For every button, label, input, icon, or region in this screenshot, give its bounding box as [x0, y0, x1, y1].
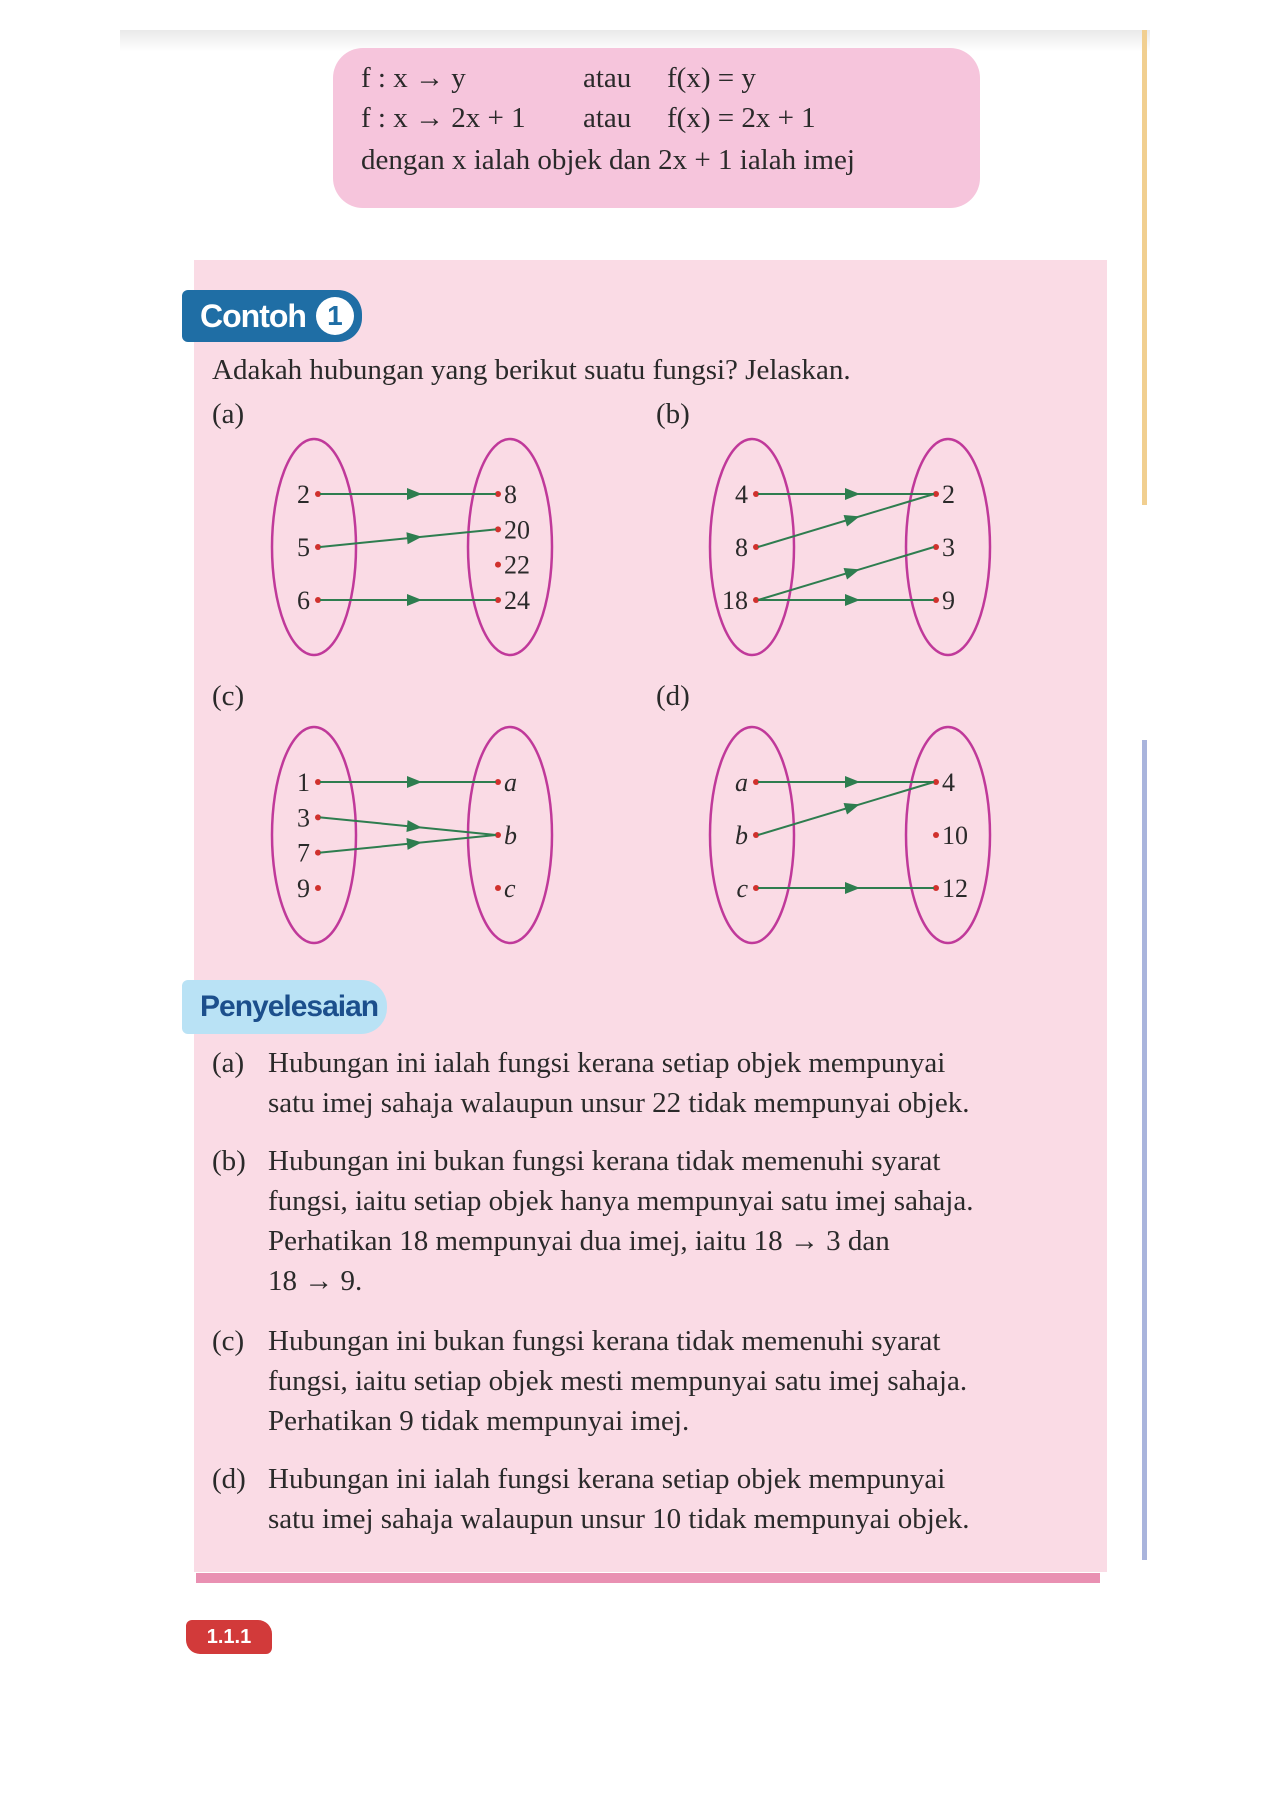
- definition-line-1-right: f(x) = y: [667, 62, 756, 94]
- arrow-diagram-b: [700, 432, 1000, 662]
- answer-line: satu imej sahaja walaupun unsur 22 tidak mempunyai objek.: [268, 1087, 970, 1119]
- answer-c: [212, 1321, 1092, 1441]
- codomain-element: 20: [504, 515, 530, 545]
- answer-b: [212, 1141, 1092, 1301]
- domain-element: 1: [297, 768, 310, 797]
- solution-label: Penyelesaian: [182, 980, 387, 1034]
- codomain-element: 2: [942, 480, 955, 509]
- domain-element: 2: [297, 480, 310, 509]
- answer-label: (a): [212, 1047, 245, 1079]
- answer-line: fungsi, iaitu setiap objek mesti mempunyai satu imej sahaja.: [268, 1365, 968, 1397]
- answer-line: Hubungan ini bukan fungsi kerana tidak memenuhi syarat: [268, 1325, 941, 1357]
- mapping-arrowhead: [845, 882, 860, 894]
- arrow-diagram-a: [262, 432, 562, 662]
- domain-element: 3: [297, 803, 310, 833]
- answer-line: Hubungan ini ialah fungsi kerana setiap objek mempunyai: [268, 1047, 946, 1079]
- page-edge-blue: [1142, 740, 1147, 1560]
- definition-box: [333, 48, 980, 208]
- codomain-element: 22: [504, 550, 530, 580]
- answer-d: [212, 1459, 1092, 1539]
- mapping-arrowhead: [406, 820, 422, 833]
- definition-line-1-left: f : x → y: [361, 62, 466, 94]
- codomain-dot: [933, 832, 939, 838]
- answer-line: Perhatikan 9 tidak mempunyai imej.: [268, 1405, 690, 1437]
- domain-element: c: [736, 874, 748, 903]
- domain-dot: [315, 885, 321, 891]
- part-label-c: (c): [212, 680, 245, 712]
- codomain-element: 12: [942, 874, 968, 903]
- definition-note: dengan x ialah objek dan 2x + 1 ialah imej: [361, 144, 855, 176]
- mapping-arrowhead: [406, 836, 422, 849]
- domain-element: 7: [297, 838, 310, 868]
- domain-ellipse: [272, 439, 356, 655]
- answer-a: [212, 1043, 1092, 1123]
- arrow-diagram-c: [262, 720, 562, 950]
- domain-ellipse: [710, 727, 794, 943]
- codomain-dot: [495, 562, 501, 568]
- mapping-arrowhead: [844, 564, 862, 580]
- domain-ellipse: [272, 727, 356, 943]
- domain-element: 6: [297, 586, 310, 615]
- domain-element: b: [735, 821, 748, 850]
- answer-label: (d): [212, 1463, 246, 1495]
- example-label-text: Contoh: [200, 298, 306, 334]
- codomain-dot: [495, 885, 501, 891]
- example-label: [182, 290, 362, 342]
- mapping-arrowhead: [407, 488, 422, 500]
- mapping-arrowhead: [407, 776, 422, 788]
- domain-element: 8: [735, 533, 748, 562]
- part-label-a: (a): [212, 398, 245, 430]
- answer-line: fungsi, iaitu setiap objek hanya mempunyai satu imej sahaja.: [268, 1185, 974, 1217]
- answer-label: (b): [212, 1145, 246, 1177]
- codomain-element: 24: [504, 586, 530, 615]
- definition-line-1-atau: atau: [583, 62, 632, 94]
- codomain-element: 9: [942, 586, 955, 615]
- mapping-arrowhead: [845, 594, 860, 606]
- part-label-b: (b): [656, 398, 690, 430]
- definition-line-2-left: f : x → 2x + 1: [361, 102, 526, 134]
- mapping-arrowhead: [845, 488, 860, 500]
- codomain-element: c: [504, 874, 516, 903]
- codomain-element: 4: [942, 768, 955, 797]
- definition-line-2-right: f(x) = 2x + 1: [667, 102, 816, 134]
- domain-ellipse: [710, 439, 794, 655]
- codomain-element: b: [504, 821, 517, 850]
- codomain-element: 10: [942, 821, 968, 850]
- answer-line: satu imej sahaja walaupun unsur 10 tidak mempunyai objek.: [268, 1503, 970, 1535]
- domain-element: 5: [297, 533, 310, 562]
- domain-element: 9: [297, 874, 310, 903]
- example-number: 1: [316, 297, 354, 335]
- codomain-element: a: [504, 768, 517, 797]
- codomain-ellipse: [468, 439, 552, 655]
- mapping-arrowhead: [844, 511, 862, 527]
- answer-line: 18 → 9.: [268, 1265, 363, 1297]
- answer-line: Hubungan ini bukan fungsi kerana tidak memenuhi syarat: [268, 1145, 941, 1177]
- example-panel-bottom-bar: [196, 1573, 1100, 1583]
- arrow-diagram-d: [700, 720, 1000, 950]
- page-edge-orange: [1142, 30, 1147, 505]
- section-badge: 1.1.1: [186, 1620, 272, 1654]
- mapping-arrowhead: [406, 531, 422, 544]
- answer-label: (c): [212, 1325, 245, 1357]
- part-label-d: (d): [656, 680, 690, 712]
- codomain-element: 8: [504, 480, 517, 509]
- mapping-arrowhead: [845, 776, 860, 788]
- domain-element: 4: [735, 480, 748, 509]
- mapping-arrowhead: [844, 799, 862, 815]
- definition-line-2-atau: atau: [583, 102, 632, 134]
- mapping-arrowhead: [407, 594, 422, 606]
- example-question: Adakah hubungan yang berikut suatu fungsi? Jelaskan.: [212, 354, 851, 386]
- answer-line: Perhatikan 18 mempunyai dua imej, iaitu 18 → 3 dan: [268, 1225, 890, 1257]
- domain-element: 18: [722, 586, 748, 615]
- codomain-element: 3: [942, 533, 955, 562]
- domain-element: a: [735, 768, 748, 797]
- answer-line: Hubungan ini ialah fungsi kerana setiap objek mempunyai: [268, 1463, 946, 1495]
